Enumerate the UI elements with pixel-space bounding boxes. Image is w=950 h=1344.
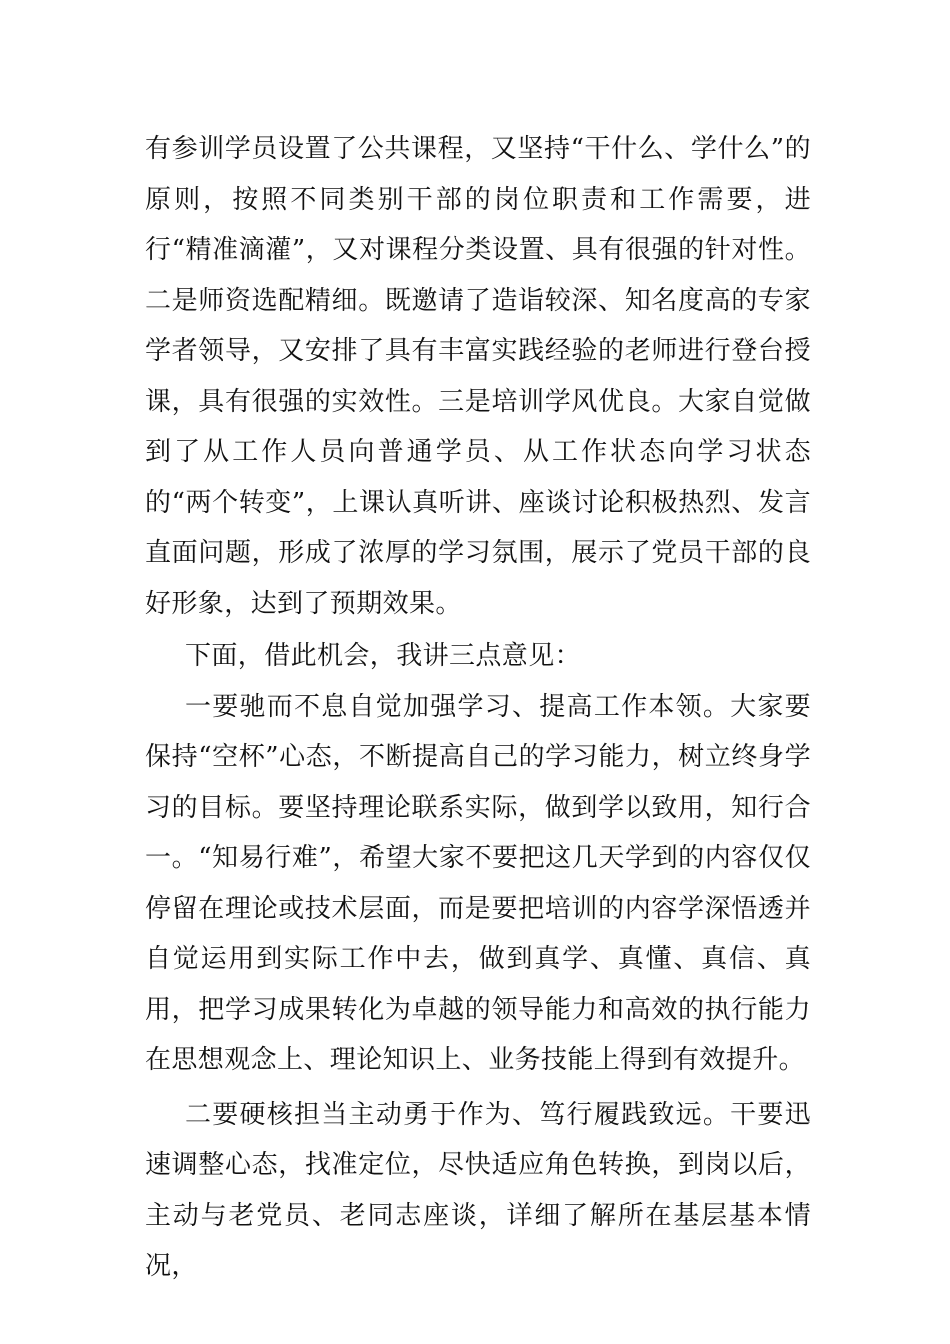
document-body <box>145 124 811 1292</box>
paragraph-intro-opinions: 下面，借此机会，我讲三点意见： <box>185 641 582 671</box>
paragraph-continued: 有参训学员设置了公共课程，又坚持“干什么、学什么”的原则，按照不同类别干部的岗位职责和工作需要，进行“精准滴灌”，又对课程分类设置、具有很强的针对性。二是师资选配精细。既邀请了造诣较深、知名度高的专家学者领导，又安排了具有丰富实践经验的老师进行登台授课，具有很强的实效性。三是培训学风优良。大家自觉做到了从工作人员向普通学员、从工作状态向学习状态的“两个转变”，上课认真听讲、座谈讨论积极热烈、发言直面问题，形成了浓厚的学习氛围，展示了党员干部的良好形象，达到了预期效果。 <box>145 134 811 619</box>
paragraph-point-one: 一要驰而不息自觉加强学习、提高工作本领。大家要保持“空杯”心态，不断提高自己的学习能力，树立终身学习的目标。要坚持理论联系实际，做到学以致用，知行合一。“知易行难”，希望大家不要把这几天学到的内容仅仅停留在理论或技术层面，而是要把培训的内容学深悟透并自觉运用到实际工作中去，做到真学、真懂、真信、真用，把学习成果转化为卓越的领导能力和高效的执行能力在思想观念上、理论知识上、业务技能上得到有效提升。 <box>145 691 811 1075</box>
paragraph-point-two: 二要硬核担当主动勇于作为、笃行履践致远。干要迅速调整心态，找准定位，尽快适应角色转换，到岗以后，主动与老党员、老同志座谈，详细了解所在基层基本情况， <box>145 1099 811 1281</box>
